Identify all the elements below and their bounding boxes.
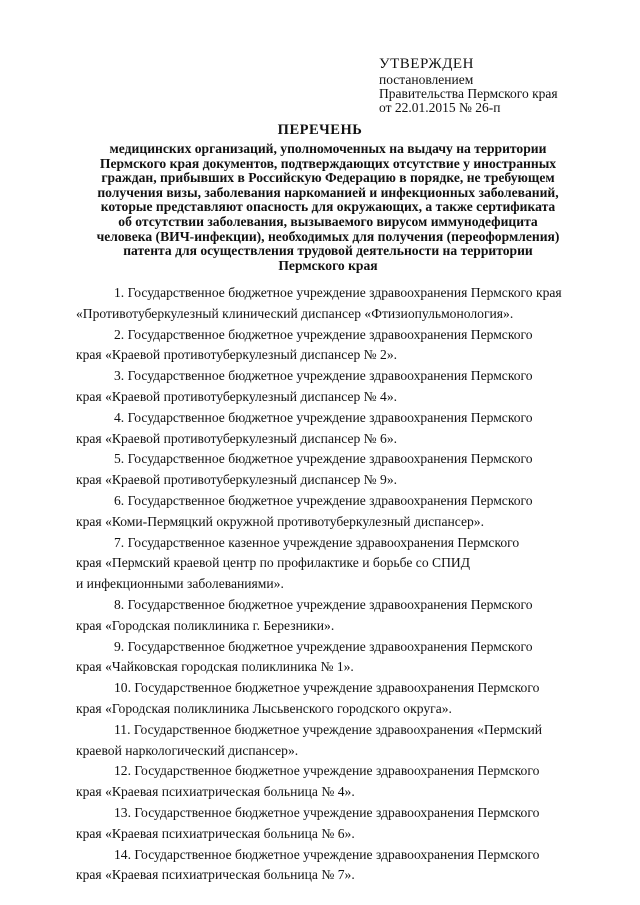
approval-line: постановлением [379,72,474,87]
subtitle-line: об отсутствии заболевания, вызываемого вирусом иммунодефицита [118,213,538,229]
list-item [76,678,590,720]
list-item [76,720,590,762]
list-item [76,533,590,595]
list-item-line: «Противотуберкулезный клинический диспансер «Фтизиопульмонология». [76,305,514,321]
document-subtitle [58,142,598,273]
list-item-line: края «Городская поликлиника Лысьвенского городского округа». [76,700,452,716]
approval-decree: от 22.01.2015 № 26-п [379,100,501,115]
list-item [76,595,590,637]
subtitle-line: получения визы, заболевания наркоманией и инфекционных заболеваний, [97,184,559,200]
subtitle-line: человека (ВИЧ-инфекции), необходимых для получения (переоформления) [96,228,560,244]
list-item-line: 4. Государственное бюджетное учреждение здравоохранения Пермского [114,409,533,425]
list-item-line: края «Краевой противотуберкулезный диспансер № 6». [76,430,398,446]
list-item-line: края «Чайковская городская поликлиника № 1». [76,659,354,675]
list-item-line: 13. Государственное бюджетное учреждение здравоохранения Пермского [114,804,540,820]
list-item-line: 9. Государственное бюджетное учреждение здравоохранения Пермского [114,638,533,654]
list-item-line: 12. Государственное бюджетное учреждение здравоохранения Пермского [114,763,540,779]
list-item [76,637,590,679]
approval-stamp [379,56,619,115]
list-item-line: края «Краевой противотуберкулезный диспансер № 2». [76,347,398,363]
subtitle-line: медицинских организаций, уполномоченных на выдачу на территории [109,141,547,156]
organization-list [76,283,590,886]
list-item-line: края «Городская поликлиника г. Березники». [76,617,335,633]
list-item [76,761,590,803]
document-title: ПЕРЕЧЕНЬ [277,122,363,138]
subtitle-line: Пермского края документов, подтверждающих отсутствие у иностранных [99,155,557,171]
list-item-line: и инфекционными заболеваниями». [76,576,284,592]
list-item [76,408,590,450]
list-item [76,803,590,845]
list-item-line: 8. Государственное бюджетное учреждение здравоохранения Пермского [114,596,533,612]
list-item-line: краевой наркологический диспансер». [76,742,299,758]
subtitle-line: Пермского края [278,257,378,273]
subtitle-line: которые представляют опасность для окружающих, а также сертификата [100,199,556,215]
list-item-line: края «Краевая психиатрическая больница № 6». [76,825,355,841]
list-item-line: 2. Государственное бюджетное учреждение здравоохранения Пермского [114,326,533,342]
list-item [76,366,590,408]
list-item [76,283,590,325]
approval-heading: УТВЕРЖДЕН [379,56,474,72]
list-item-line: 5. Государственное бюджетное учреждение здравоохранения Пермского [114,451,533,467]
list-item-line: 11. Государственное бюджетное учреждение здравоохранения «Пермский [114,721,543,737]
list-item [76,491,590,533]
list-item-line: края «Коми-Пермяцкий окружной противотуберкулезный диспансер». [76,513,484,529]
list-item-line: края «Краевая психиатрическая больница № 4». [76,784,355,800]
list-item-line: 3. Государственное бюджетное учреждение здравоохранения Пермского [114,368,533,384]
approval-line: Правительства Пермского края [379,86,558,101]
list-item-line: края «Краевой противотуберкулезный диспансер № 4». [76,388,398,404]
list-item-line: края «Краевая психиатрическая больница № 7». [76,867,355,883]
list-item-line: 14. Государственное бюджетное учреждение здравоохранения Пермского [114,846,540,862]
subtitle-line: граждан, прибывших в Российскую Федерацию в порядке, не требующем [101,170,555,186]
list-item [76,449,590,491]
list-item-line: 1. Государственное бюджетное учреждение здравоохранения Пермского края [114,285,562,300]
list-item-line: 6. Государственное бюджетное учреждение здравоохранения Пермского [114,492,533,508]
list-item [76,325,590,367]
list-item-line: 7. Государственное казенное учреждение здравоохранения Пермского [114,534,520,550]
list-item [76,845,590,887]
list-item-line: края «Краевой противотуберкулезный диспансер № 9». [76,472,398,488]
list-item-line: 10. Государственное бюджетное учреждение здравоохранения Пермского [114,680,540,696]
subtitle-line: патента для осуществления трудовой деятельности на территории [123,243,533,259]
list-item-line: края «Пермский краевой центр по профилактике и борьбе со СПИД [76,555,470,571]
